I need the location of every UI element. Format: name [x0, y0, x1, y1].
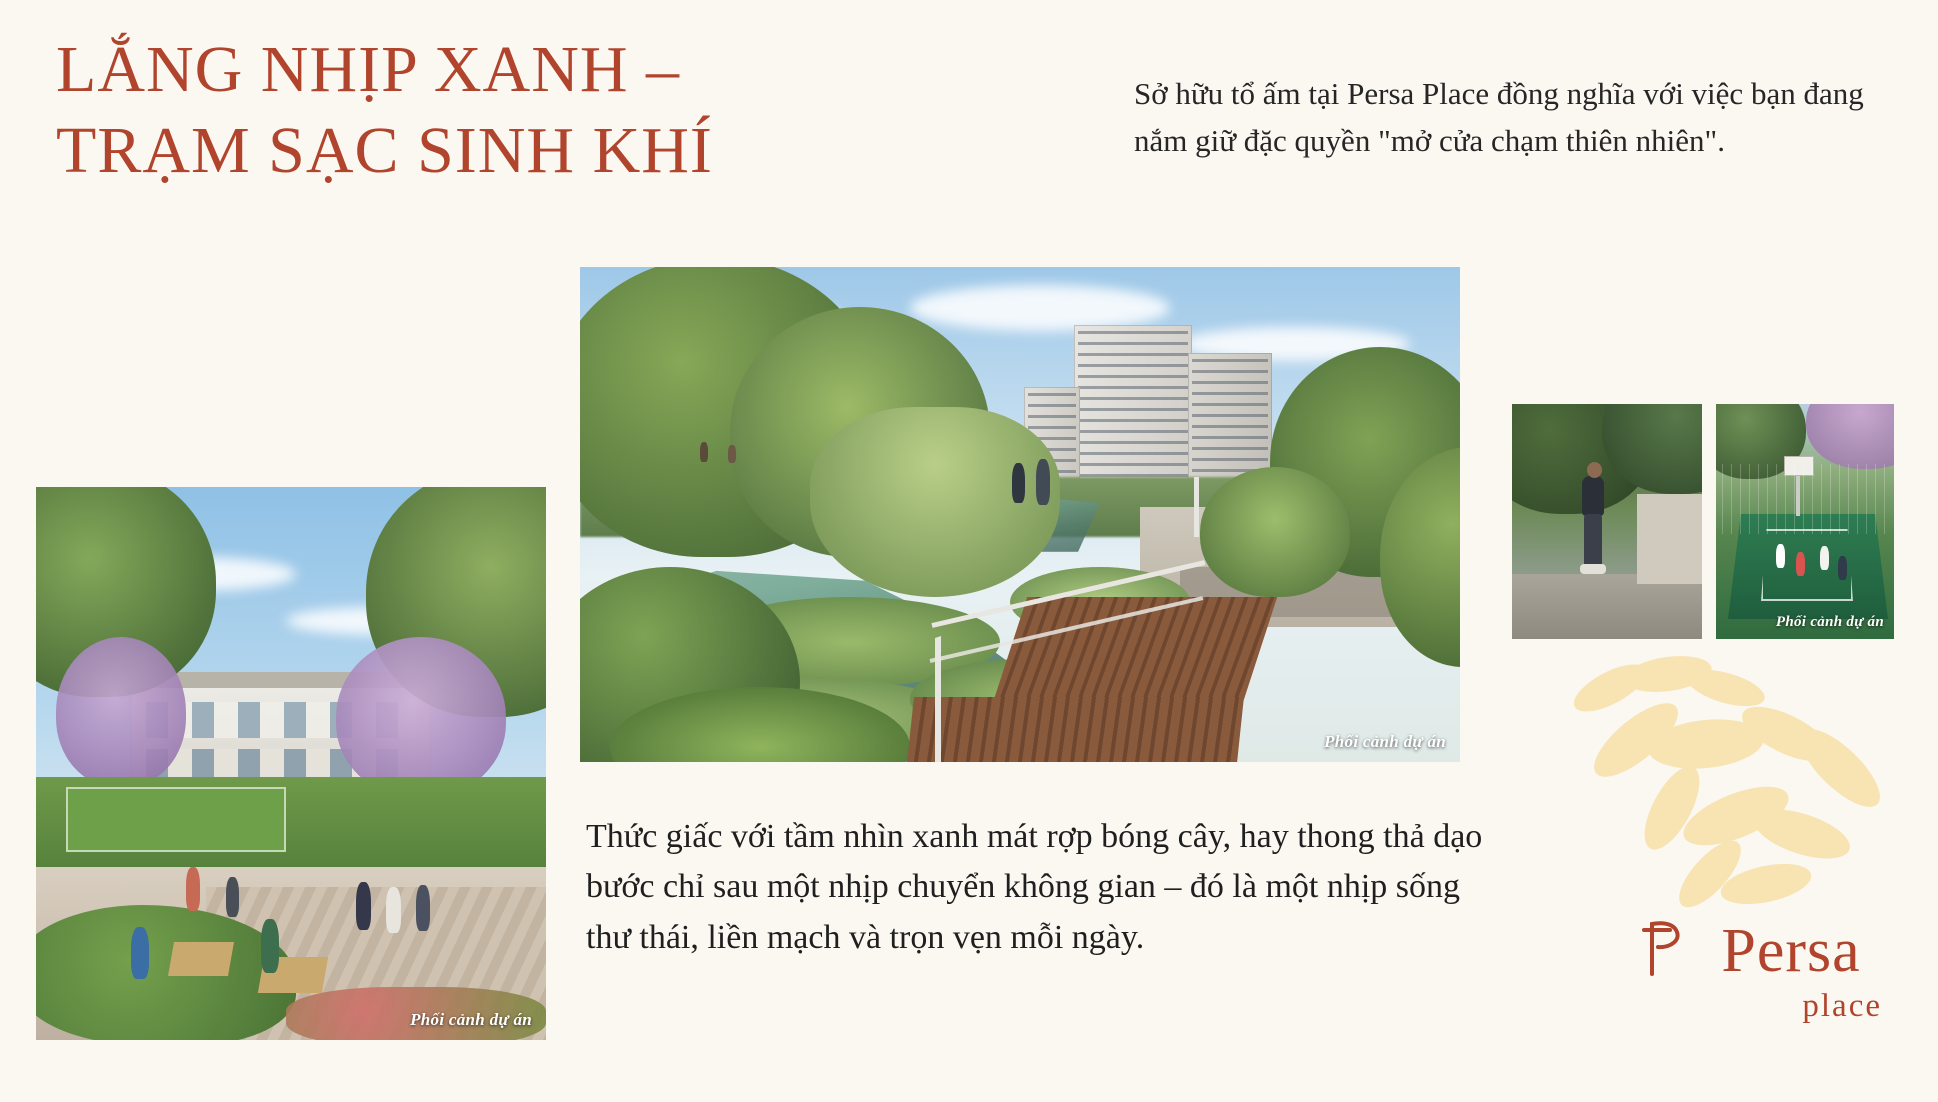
person — [728, 445, 736, 463]
person — [226, 877, 239, 917]
brand-logo — [1648, 917, 1888, 1025]
brand-logo-main — [1648, 917, 1888, 985]
community-park-render — [36, 487, 546, 1040]
railing-post — [935, 636, 941, 762]
runner-legs — [1584, 514, 1602, 568]
flowering-tree — [336, 637, 506, 797]
person — [131, 927, 149, 979]
runner-torso — [1582, 476, 1604, 516]
hero-park-render — [580, 267, 1460, 762]
basketball-court-render — [1716, 404, 1894, 639]
flowering-tree — [56, 637, 186, 787]
brand-subtitle: place — [1802, 988, 1882, 1024]
leaf-ornament — [1540, 648, 1920, 908]
player — [1776, 544, 1785, 568]
wall — [1637, 494, 1702, 584]
image-caption: Phối cảnh dự án — [1324, 732, 1446, 751]
page-title — [56, 30, 936, 191]
runner-shoe — [1580, 564, 1606, 574]
body-paragraph: Thức giấc với tầm nhìn xanh mát rợp bóng cây, hay thong thả dạo bước chỉ sau một nhịp chuyển không gian – đó là một nhịp sống thư thái, liền mạch và trọn vẹn mỗi ngày. — [586, 818, 1483, 956]
page-title-line-1: LẮNG NHỊP XANH – — [56, 33, 681, 106]
fence — [1722, 464, 1890, 534]
player — [1838, 556, 1847, 580]
person — [700, 442, 708, 462]
image-caption: Phối cảnh dự án — [1775, 614, 1884, 630]
player — [1820, 546, 1829, 570]
shrub — [1200, 467, 1350, 597]
person — [1036, 459, 1050, 505]
bench — [168, 942, 234, 976]
sports-field — [66, 787, 286, 852]
image-caption: Phối cảnh dự án — [410, 1010, 532, 1029]
person — [416, 885, 430, 931]
person — [386, 887, 401, 933]
page-title-line-2: TRẠM SẠC SINH KHÍ — [56, 113, 713, 187]
person — [261, 919, 279, 973]
person — [356, 882, 371, 930]
railing-post — [1194, 477, 1199, 537]
brand-monogram-icon — [1640, 918, 1692, 978]
person — [1012, 463, 1025, 503]
runner-head — [1587, 462, 1602, 478]
runner-photo — [1512, 404, 1702, 639]
person — [186, 867, 200, 911]
boardwalk — [906, 697, 1244, 762]
brand-name: Persa — [1721, 917, 1861, 985]
intro-paragraph: Sở hữu tổ ấm tại Persa Place đồng nghĩa với việc bạn đang nắm giữ đặc quyền "mở cửa chạm thiên nhiên". — [1134, 76, 1864, 159]
player — [1796, 552, 1805, 576]
